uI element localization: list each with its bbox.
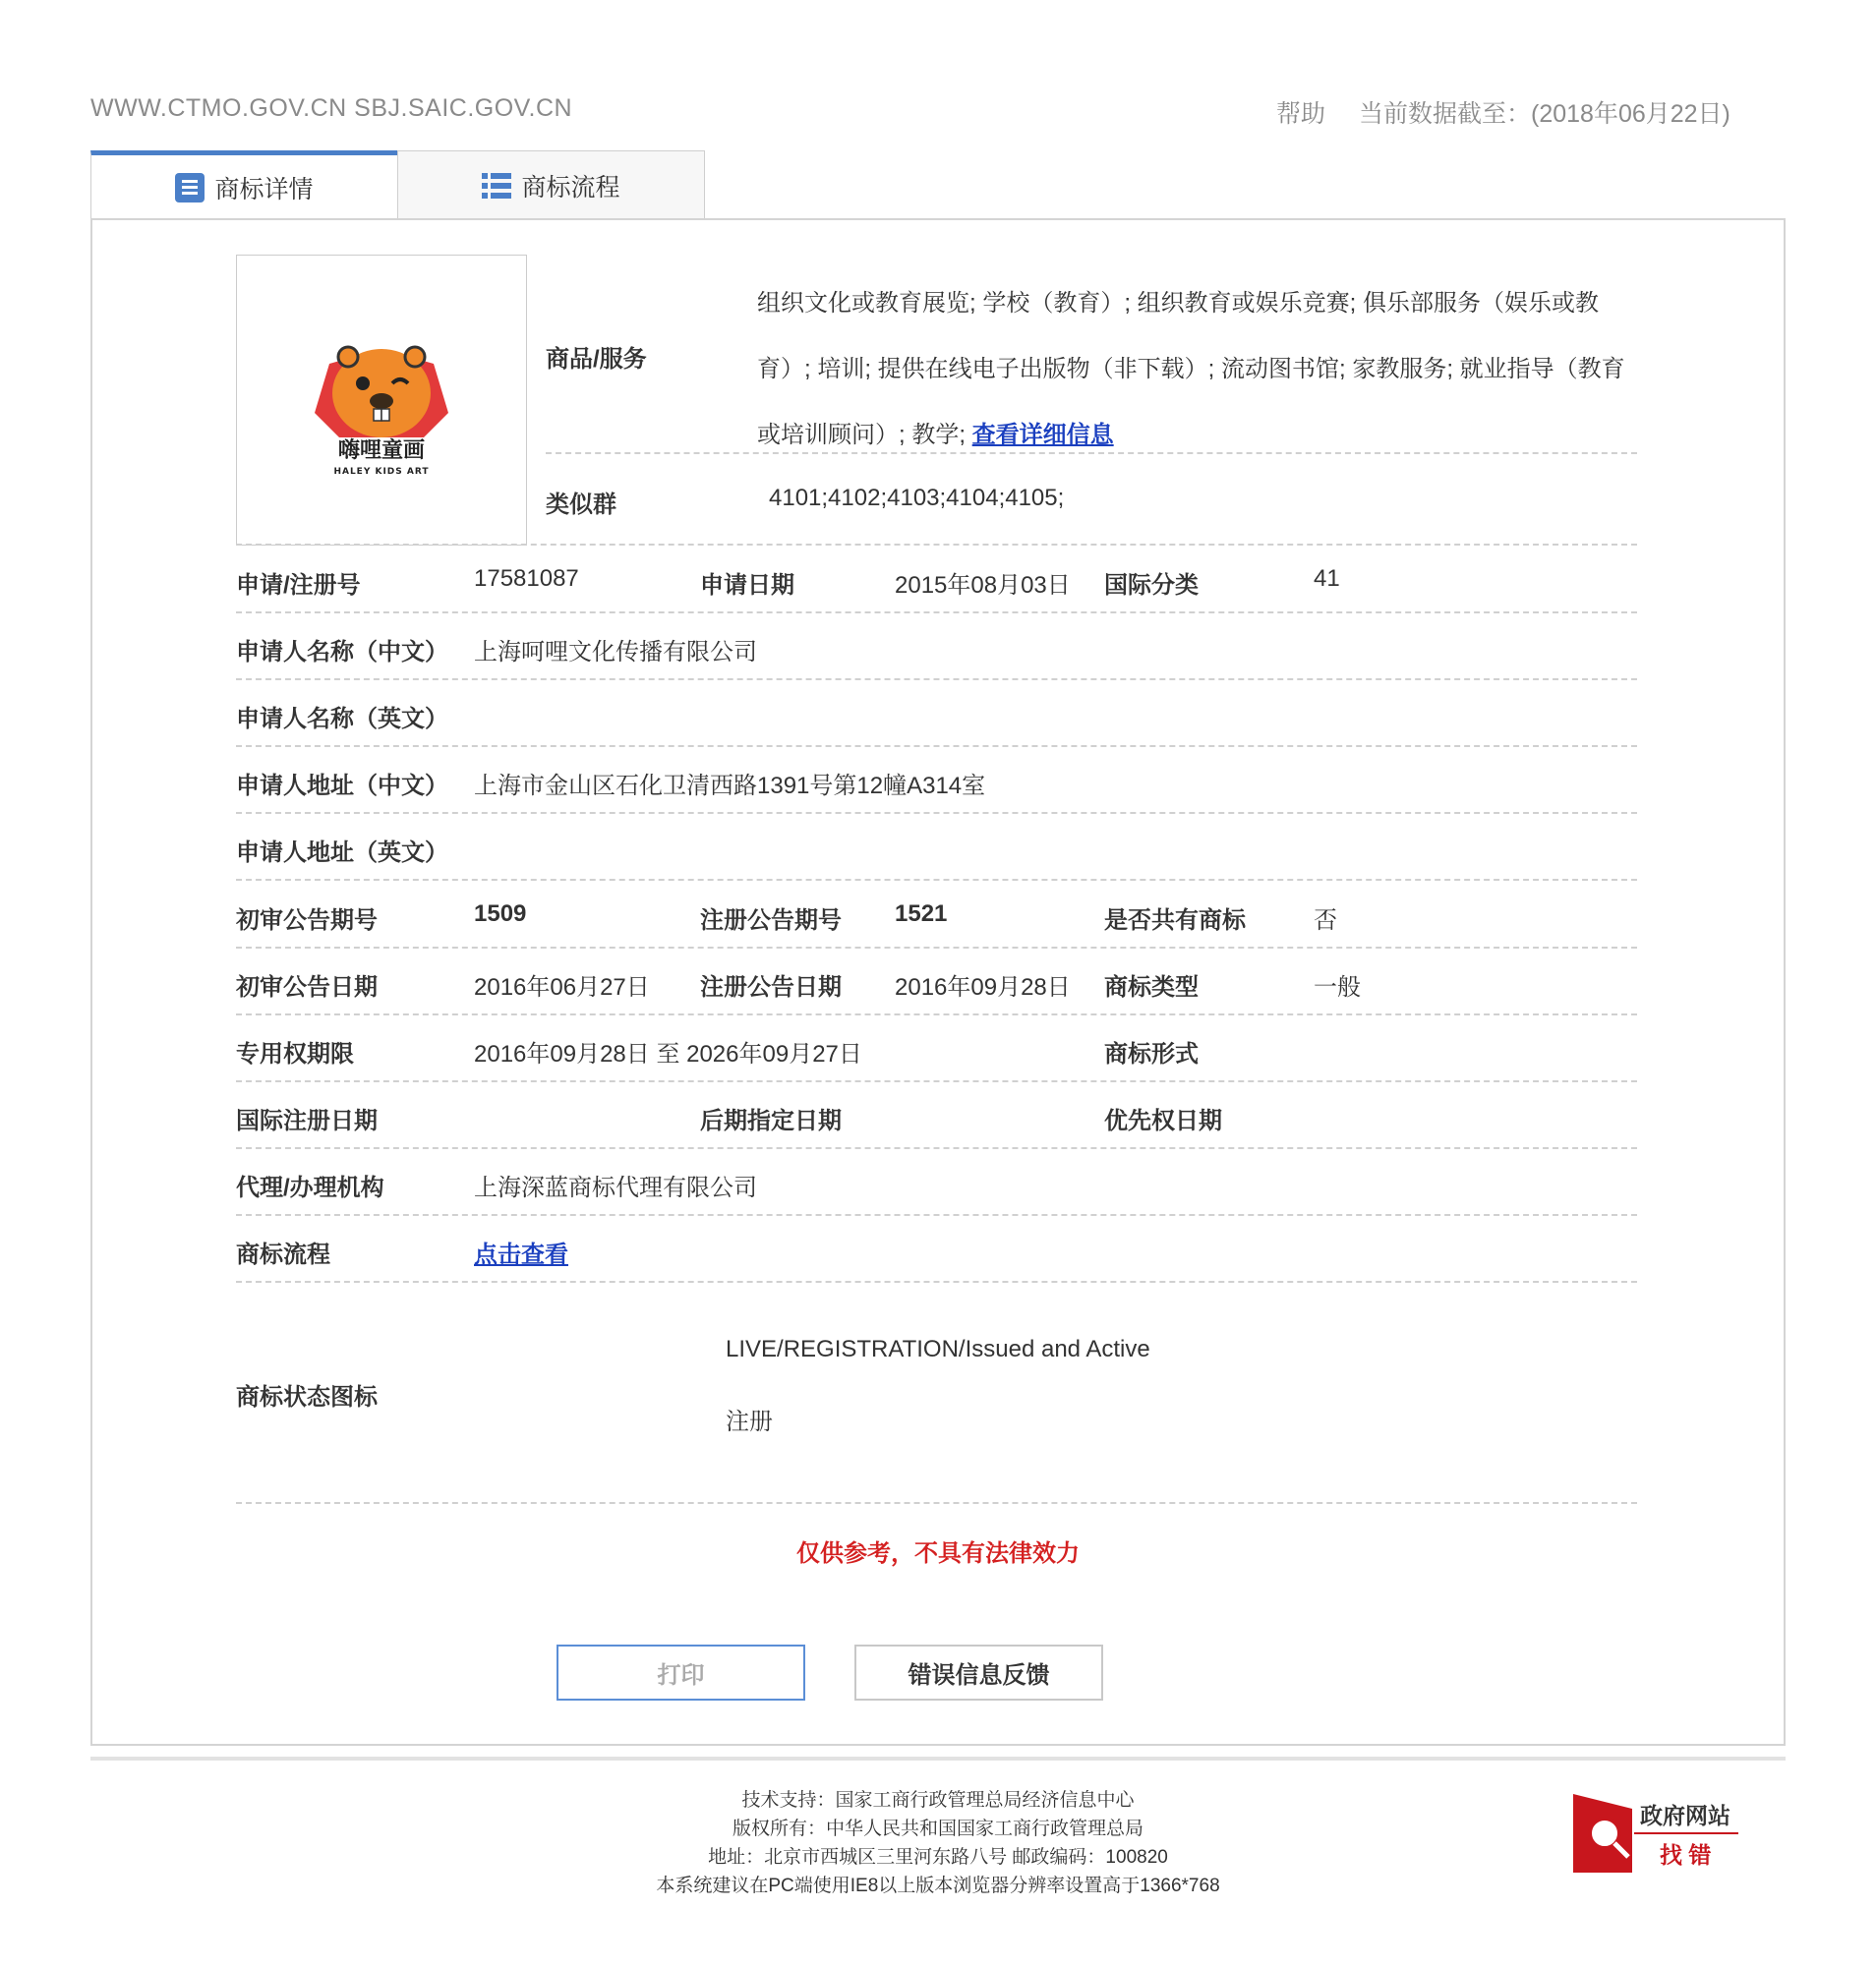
- footer-tech-support: 技术支持：国家工商行政管理总局经济信息中心: [741, 1790, 1135, 1811]
- applicant-name-en-label: 申请人名称（英文）: [236, 706, 448, 732]
- prelim-date-value: 2016年06月27日: [474, 974, 650, 1001]
- status-icon-label: 商标状态图标: [236, 1384, 378, 1411]
- gov-site-error-report-badge[interactable]: [1573, 1794, 1750, 1873]
- divider: [236, 745, 1637, 747]
- tab-trademark-flow[interactable]: [397, 150, 705, 219]
- trademark-logo: [236, 255, 527, 546]
- divider: [236, 812, 1637, 814]
- tm-type-value: 一般: [1314, 974, 1361, 1001]
- divider: [236, 1013, 1637, 1015]
- gov-badge-line1: 政府网站: [1640, 1803, 1730, 1828]
- later-designation-date-label: 后期指定日期: [700, 1108, 842, 1134]
- goods-text: 组织文化或教育展览; 学校（教育）; 组织教育或娱乐竞赛; 俱乐部服务（娱乐或教育）; 培训; 提供在线电子出版物（非下载）; 流动图书馆; 家教服务; 就业指导（教育或培训顾问）; 教学;: [757, 290, 1625, 448]
- divider: [236, 1502, 1637, 1504]
- tab-label: 商标流程: [521, 173, 620, 202]
- status-cn: 注册: [726, 1409, 773, 1435]
- applicant-addr-cn-value: 上海市金山区石化卫清西路1391号第12幢A314室: [474, 773, 986, 799]
- divider: [236, 1281, 1637, 1283]
- reg-pub-date-value: 2016年09月28日: [895, 974, 1071, 1001]
- data-cutoff: 当前数据截至：(2018年06月22日): [1359, 100, 1730, 128]
- reg-no-value: 17581087: [474, 565, 579, 592]
- footer-copyright: 版权所有：中华人民共和国国家工商行政管理总局: [732, 1819, 1143, 1839]
- applicant-name-cn-value: 上海呵哩文化传播有限公司: [474, 639, 757, 665]
- prelim-no-label: 初审公告期号: [236, 907, 378, 934]
- footer-address: 地址：北京市西城区三里河东路八号 邮政编码：100820: [708, 1847, 1168, 1868]
- goods-label: 商品/服务: [546, 346, 647, 373]
- similar-group-value: 4101;4102;4103;4104;4105;: [769, 485, 1065, 511]
- shared-label: 是否共有商标: [1104, 907, 1246, 934]
- status-en: LIVE/REGISTRATION/Issued and Active: [726, 1336, 1150, 1362]
- shared-value: 否: [1314, 907, 1337, 934]
- view-details-link[interactable]: 查看详细信息: [971, 422, 1114, 448]
- reg-pub-no-label: 注册公告期号: [700, 907, 842, 934]
- beaver-logo-icon: [237, 256, 526, 545]
- error-feedback-button[interactable]: 错误信息反馈: [854, 1645, 1103, 1701]
- app-date-label: 申请日期: [700, 572, 794, 599]
- svg-text:HALEY KIDS ART: HALEY KIDS ART: [333, 467, 430, 477]
- applicant-addr-en-label: 申请人地址（英文）: [236, 839, 448, 866]
- tm-form-label: 商标形式: [1104, 1041, 1199, 1068]
- divider: [236, 544, 1637, 546]
- site-url: WWW.CTMO.GOV.CN SBJ.SAIC.GOV.CN: [90, 94, 573, 122]
- tm-type-label: 商标类型: [1104, 974, 1199, 1001]
- svg-text:嗨哩童画: 嗨哩童画: [337, 438, 426, 463]
- footer-divider: [90, 1757, 1786, 1761]
- priority-date-label: 优先权日期: [1104, 1108, 1222, 1134]
- divider: [236, 678, 1637, 680]
- reg-pub-no-value: 1521: [895, 900, 948, 927]
- prelim-no-value: 1509: [474, 900, 527, 927]
- reg-pub-date-label: 注册公告日期: [700, 974, 842, 1001]
- divider: [236, 611, 1637, 613]
- list-icon: [482, 171, 511, 201]
- agent-value: 上海深蓝商标代理有限公司: [474, 1175, 757, 1201]
- print-button[interactable]: 打印: [557, 1645, 805, 1701]
- goods-services-text: [757, 270, 1642, 468]
- reg-no-label: 申请/注册号: [236, 572, 361, 599]
- tab-trademark-detail[interactable]: [90, 150, 398, 219]
- intl-class-label: 国际分类: [1104, 572, 1199, 599]
- trademark-flow-label: 商标流程: [236, 1242, 330, 1268]
- legal-notice: 仅供参考，不具有法律效力: [796, 1540, 1080, 1567]
- view-flow-link[interactable]: 点击查看: [474, 1242, 568, 1268]
- help-link[interactable]: 帮助: [1276, 100, 1326, 128]
- intl-class-value: 41: [1314, 565, 1340, 592]
- applicant-name-cn-label: 申请人名称（中文）: [236, 639, 448, 665]
- applicant-addr-cn-label: 申请人地址（中文）: [236, 773, 448, 799]
- exclusive-period-value: 2016年09月28日 至 2026年09月27日: [474, 1041, 862, 1068]
- intl-reg-date-label: 国际注册日期: [236, 1108, 378, 1134]
- divider: [546, 452, 1637, 454]
- document-icon: [175, 173, 205, 202]
- divider: [236, 1214, 1637, 1216]
- divider: [236, 1080, 1637, 1082]
- app-date-value: 2015年08月03日: [895, 572, 1071, 599]
- gov-badge-line2: 找 错: [1660, 1842, 1712, 1868]
- prelim-date-label: 初审公告日期: [236, 974, 378, 1001]
- exclusive-period-label: 专用权期限: [236, 1041, 354, 1068]
- divider: [236, 879, 1637, 881]
- similar-group-label: 类似群: [546, 492, 616, 518]
- footer-browser-note: 本系统建议在PC端使用IE8以上版本浏览器分辨率设置高于1366*768: [656, 1876, 1220, 1896]
- divider: [236, 1147, 1637, 1149]
- tab-label: 商标详情: [214, 175, 314, 203]
- divider: [236, 947, 1637, 949]
- agent-label: 代理/办理机构: [236, 1175, 384, 1201]
